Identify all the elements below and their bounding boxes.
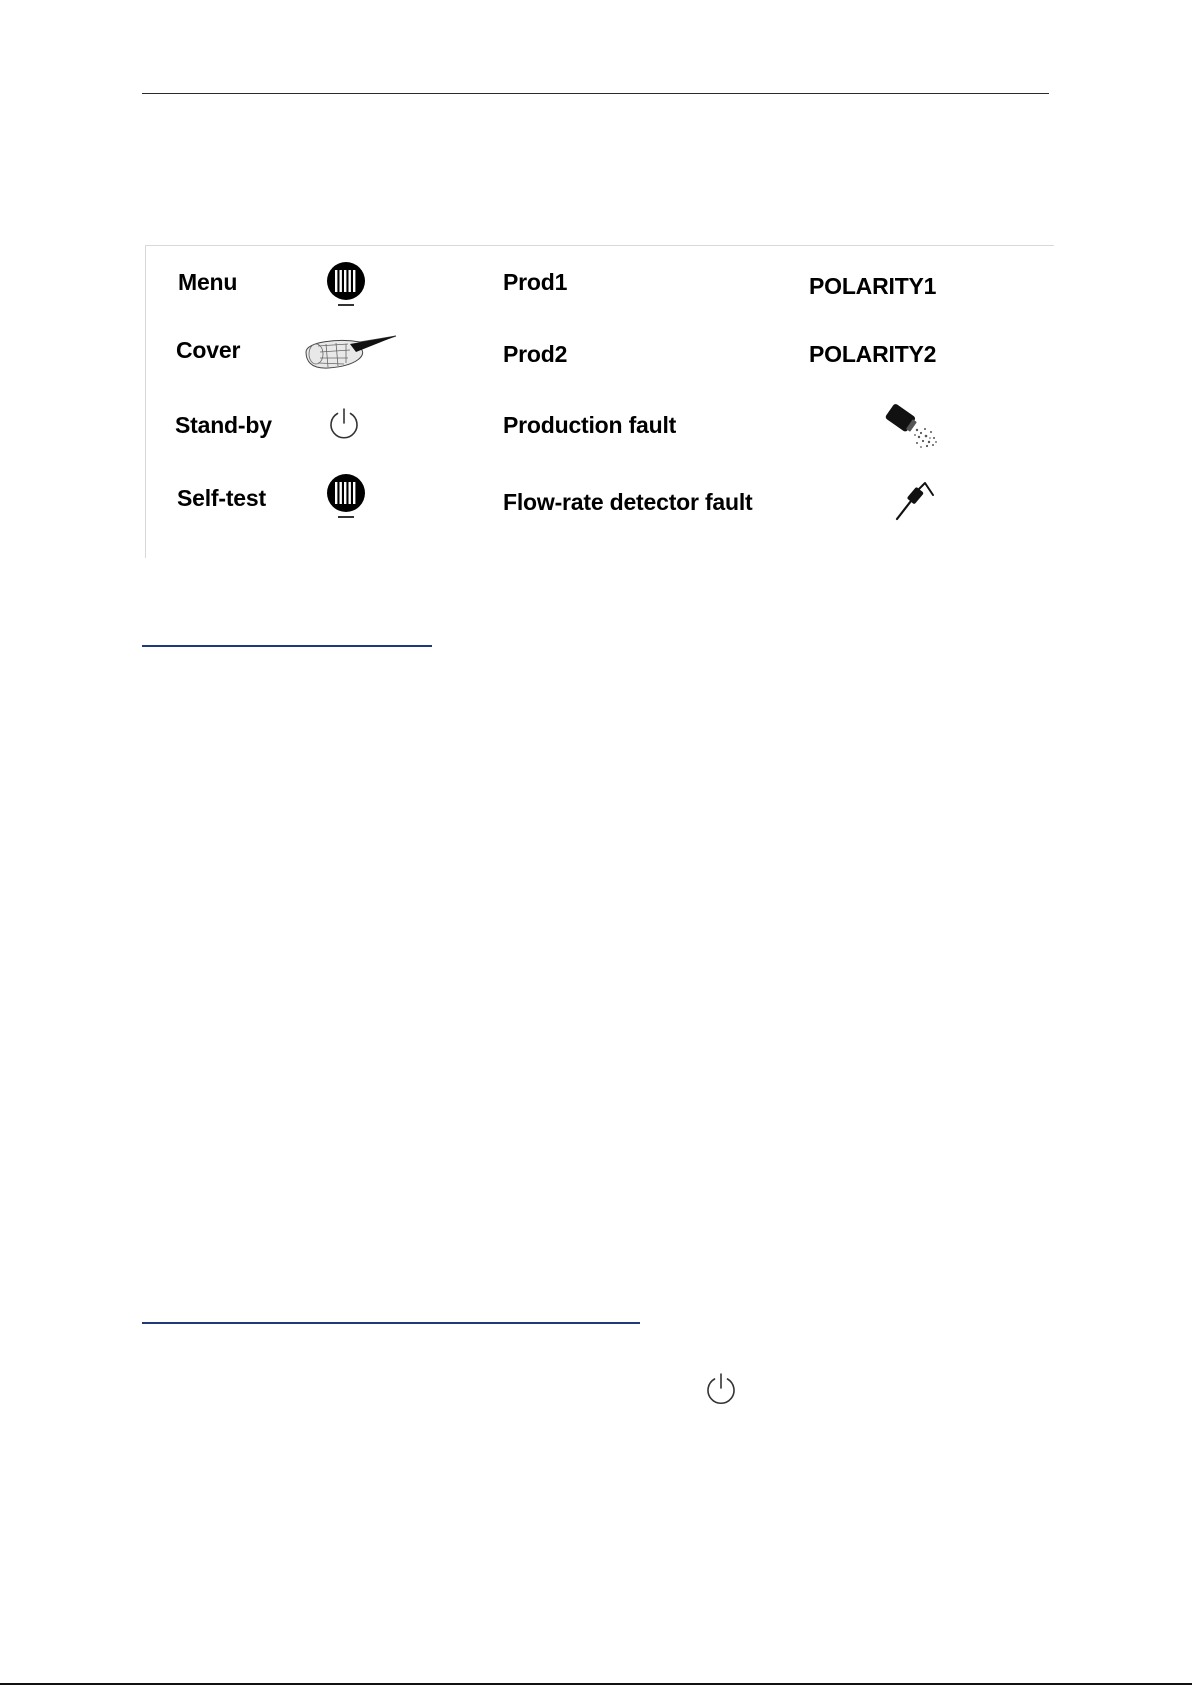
legend-value-polarity2: POLARITY2	[809, 341, 937, 367]
legend-label-self-test: Self-test	[177, 485, 266, 511]
power-icon	[326, 406, 362, 442]
menu-select-knob-icon	[325, 262, 367, 308]
section-link-underline	[142, 645, 432, 647]
legend-label-prod2: Prod2	[503, 341, 568, 367]
legend-label-production-fault: Production fault	[503, 412, 677, 438]
flow-detector-icon	[891, 479, 937, 523]
salt-shaker-icon	[881, 402, 941, 452]
legend-label-stand-by: Stand-by	[175, 412, 272, 438]
power-icon	[704, 1372, 738, 1406]
legend-label-menu: Menu	[178, 269, 238, 295]
header-rule	[142, 93, 1049, 94]
cover-icon	[298, 332, 398, 372]
display-legend-panel	[145, 245, 1054, 558]
legend-label-prod1: Prod1	[503, 269, 568, 295]
legend-label-flow-rate-detector-fault: Flow-rate detector fault	[503, 489, 753, 515]
legend-label-cover: Cover	[176, 337, 241, 363]
self-test-select-knob-icon	[325, 474, 367, 520]
legend-value-polarity1: POLARITY1	[809, 273, 937, 299]
section-link-underline	[142, 1322, 640, 1324]
